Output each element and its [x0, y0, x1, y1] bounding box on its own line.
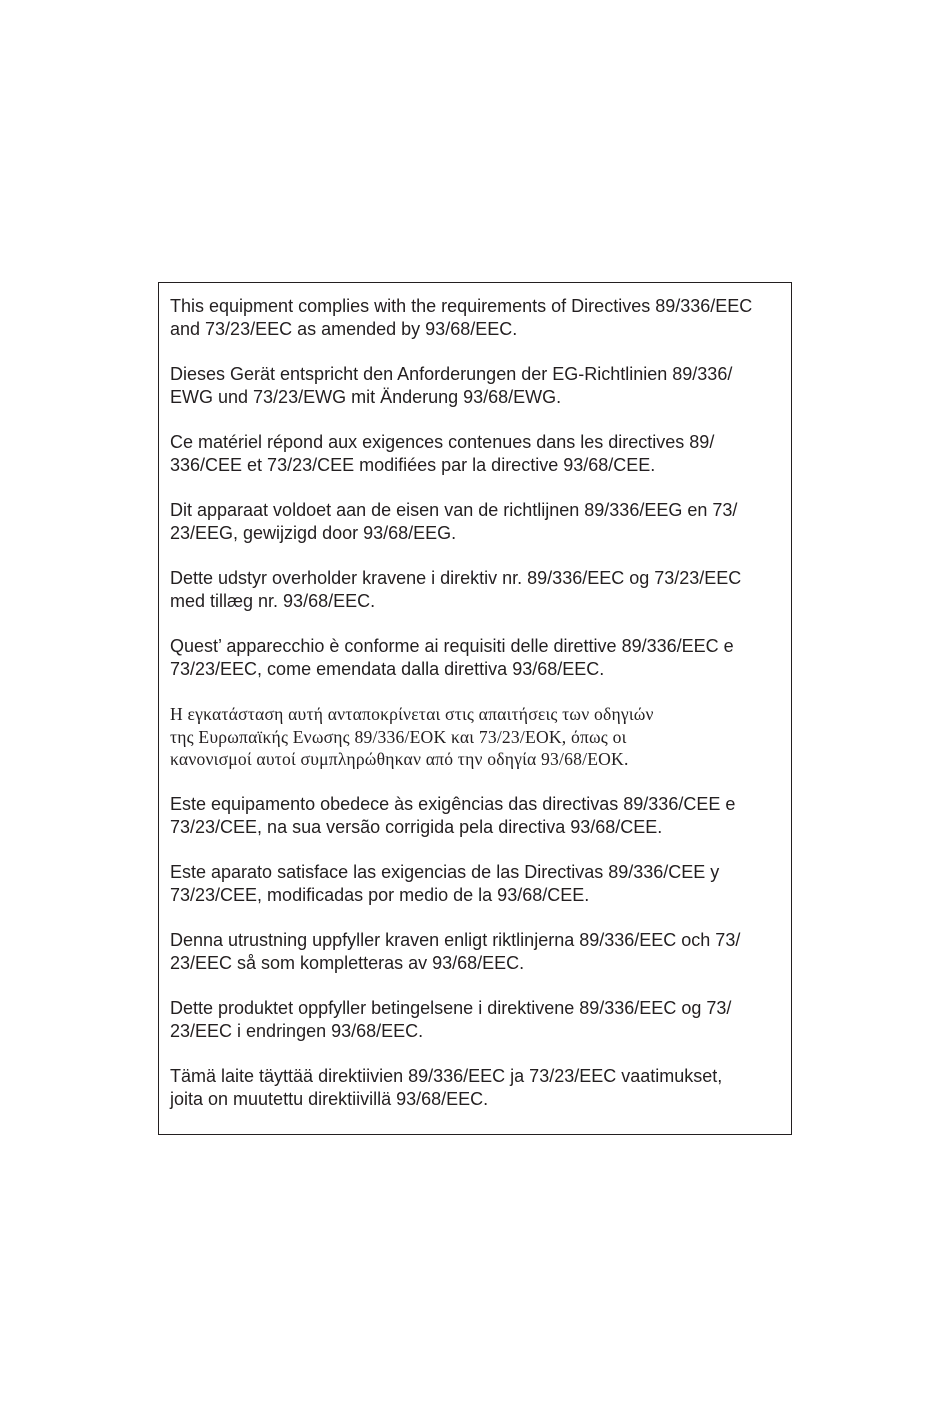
- notice-paragraph-it: Quest’ apparecchio è conforme ai requisiti delle direttive 89/336/EEC e 73/23/EEC, come emendata dalla direttiva 93/68/EEC.: [170, 636, 734, 679]
- compliance-notice-box: [158, 282, 792, 1135]
- notice-paragraph-nl: Dit apparaat voldoet aan de eisen van de richtlijnen 89/336/EEG en 73/ 23/EEG, gewijzigd door 93/68/EEG.: [170, 500, 738, 543]
- notice-paragraph-en: This equipment complies with the requirements of Directives 89/336/EEC and 73/23/EEC as amended by 93/68/EEC.: [170, 296, 753, 339]
- notice-paragraph-el: Η εγκατάσταση αυτή ανταποκρίνεται στις απαιτήσεις των οδηγιών της Ευρωπαϊκής Ενωσης 89/336/ΕΟΚ και 73/23/ΕΟΚ, όπως οι κανονισμοί αυτοί συμπληρώθηκαν από την οδηγία 93/68/ΕΟΚ.: [170, 704, 654, 769]
- notice-paragraph-de: Dieses Gerät entspricht den Anforderungen der EG-Richtlinien 89/336/ EWG und 73/23/EWG mit Änderung 93/68/EWG.: [170, 364, 733, 407]
- notice-paragraph-sv: Denna utrustning uppfyller kraven enligt riktlinjerna 89/336/EEC och 73/ 23/EEC så som kompletteras av 93/68/EEC.: [170, 929, 741, 973]
- notice-paragraph-da: Dette udstyr overholder kravene i direktiv nr. 89/336/EEC og 73/23/EEC med tillæg nr. 93/68/EEC.: [170, 568, 742, 611]
- notice-paragraph-es: Este aparato satisface las exigencias de las Directivas 89/336/CEE y 73/23/CEE, modificadas por medio de la 93/68/CEE.: [170, 861, 720, 905]
- notice-paragraph-fi: Tämä laite täyttää direktiivien 89/336/EEC ja 73/23/EEC vaatimukset, joita on muutettu direktiivillä 93/68/EEC.: [170, 1065, 723, 1109]
- notice-paragraph-pt: Este equipamento obedece às exigências das directivas 89/336/CEE e 73/23/CEE, na sua versão corrigida pela directiva 93/68/CEE.: [170, 793, 736, 837]
- notice-paragraph-fr: Ce matériel répond aux exigences contenues dans les directives 89/ 336/CEE et 73/23/CEE modifiées par la directive 93/68/CEE.: [170, 432, 715, 475]
- notice-paragraph-no: Dette produktet oppfyller betingelsene i direktivene 89/336/EEC og 73/ 23/EEC i endringen 93/68/EEC.: [170, 997, 732, 1041]
